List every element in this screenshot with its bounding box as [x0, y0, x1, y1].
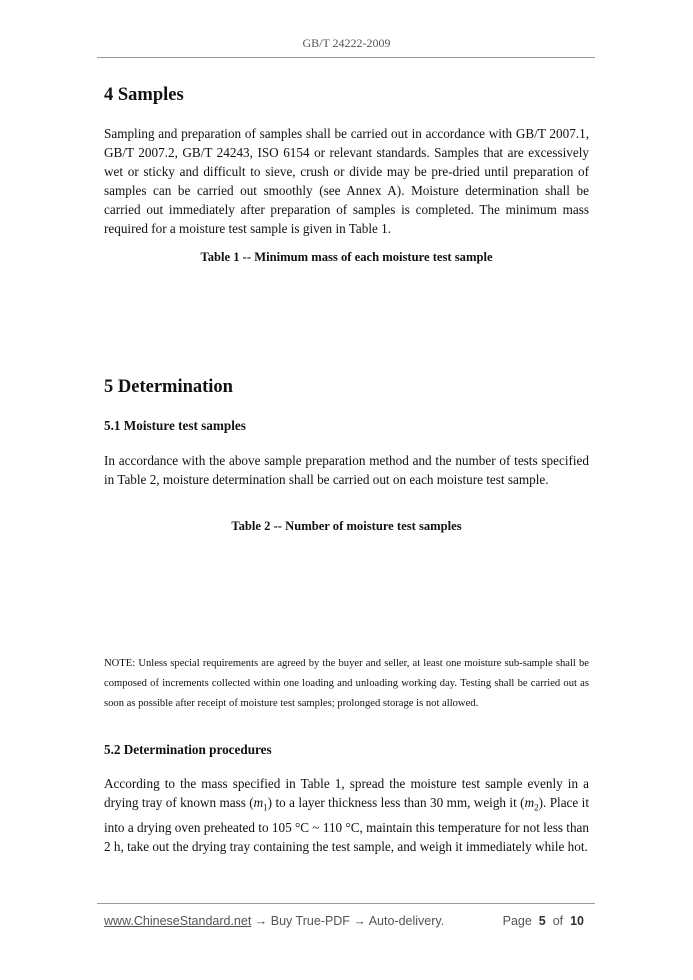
- para-text-1: According to the mass specified in Table 1, spread the moisture test sample evenly in a drying tray of known mass (: [104, 776, 589, 810]
- m1-subscript: 1: [263, 802, 268, 813]
- section-5-1-heading: 5.1 Moisture test samples: [104, 418, 246, 433]
- m2-subscript: 2: [534, 802, 539, 813]
- note-paragraph: NOTE: Unless special requirements are agreed by the buyer and seller, at least one moisture sub-sample shall be composed of increments collected within one loading and unloading working day. Testing shall be carried out as soon as possible after receipt of moisture test samples; prolonged storage is not allowed.: [104, 658, 589, 709]
- table-1-caption: Table 1 -- Minimum mass of each moisture test sample: [200, 250, 493, 264]
- page-indicator: [503, 914, 584, 928]
- footer-divider: [97, 903, 595, 904]
- section-5-heading: 5 Determination: [104, 377, 233, 397]
- footer-promo: [104, 914, 444, 928]
- section-4-paragraph: Sampling and preparation of samples shall be carried out in accordance with GB/T 2007.1, GB/T 2007.2, GB/T 24243, ISO 6154 or relevant standards. Samples that are excessively wet or sticky and difficult to sieve, crush or divide may be pre-dried until preparation of samples can be carried out smoothly (see Annex A). Moisture determination shall be carried out immediately after preparation of samples is completed. The minimum mass required for a moisture test sample is given in Table 1.: [104, 126, 589, 236]
- page-header: [0, 36, 693, 51]
- section-4-heading: 4 Samples: [104, 85, 184, 105]
- section-5-1-paragraph: In accordance with the above sample preparation method and the number of tests specified in Table 2, moisture determination shall be carried out on each moisture test sample.: [104, 453, 589, 487]
- para-text-2: ) to a layer thickness less than 30 mm, weigh it (: [267, 795, 525, 810]
- header-divider: [97, 57, 595, 58]
- site-link[interactable]: www.ChineseStandard.net: [104, 914, 252, 928]
- section-5-2-paragraph: [104, 774, 589, 856]
- current-page-number: 5: [538, 914, 546, 928]
- section-5-2-heading: 5.2 Determination procedures: [104, 742, 272, 757]
- table-2-caption: Table 2 -- Number of moisture test samples: [231, 519, 462, 533]
- total-page-number: 10: [570, 914, 584, 928]
- mass-variable-m1: m: [253, 795, 264, 810]
- footer-tagline: → Buy True-PDF → Auto-delivery.: [251, 914, 445, 928]
- of-word: of: [552, 914, 564, 928]
- standard-code: GB/T 24222-2009: [302, 36, 391, 50]
- page-word: Page: [502, 914, 532, 928]
- page-footer: [104, 914, 584, 934]
- mass-variable-m2: m: [524, 795, 535, 810]
- para-text-3: ). Place it into a drying oven preheated to 105 °C ~ 110 °C, maintain this temperature for not less than 2 h, take out the drying tray containing the test sample, and weigh it immediately while hot.: [104, 795, 589, 854]
